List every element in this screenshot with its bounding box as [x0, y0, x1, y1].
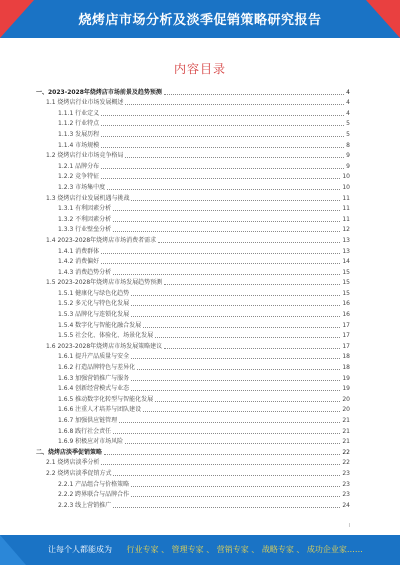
toc-entry-page: 4	[346, 88, 350, 96]
toc-entry[interactable]	[36, 86, 350, 97]
toc-leader-dots	[113, 221, 340, 222]
toc-leader-dots	[155, 401, 340, 402]
toc-entry-label: 一、2023-2028年烧烤店市场前景及趋势预测	[36, 88, 162, 96]
toc-leader-dots	[107, 189, 340, 190]
footer-role: 营销专家	[216, 545, 249, 554]
toc-entry-page: 12	[342, 226, 350, 234]
toc-entry-label: 1.4.3 消费趋势分析	[58, 268, 112, 276]
toc-entry-page: 20	[342, 395, 350, 403]
toc-leader-dots	[113, 475, 340, 476]
toc-entry-page: 21	[342, 427, 350, 435]
toc-entry[interactable]	[36, 213, 350, 224]
toc-leader-dots	[104, 454, 340, 455]
toc-entry-page: 22	[342, 459, 350, 467]
toc-entry-label: 二、烧烤店淡季促销策略	[36, 448, 103, 456]
toc-entry-page: 8	[346, 141, 350, 149]
toc-leader-dots	[131, 316, 340, 317]
toc-entry-label: 1.2.1 品牌分布	[58, 162, 100, 170]
toc-entry-page: 9	[346, 162, 350, 170]
toc-leader-dots	[125, 104, 344, 105]
toc-entry[interactable]	[36, 393, 350, 404]
toc-leader-dots	[113, 433, 340, 434]
toc-entry[interactable]	[36, 128, 350, 139]
toc-entry-page: 4	[346, 109, 350, 117]
toc-entry[interactable]	[36, 203, 350, 214]
toc-entry-label: 1.5.2 多元化与特色化发展	[58, 300, 130, 308]
toc-entry-label: 1.4 2023-2028年烧烤店市场消费者需求	[46, 236, 157, 244]
toc-entry[interactable]	[36, 97, 350, 108]
toc-leader-dots	[131, 295, 340, 296]
toc-entry-label: 1.6 2023-2028年烧烤店市场发展策略建议	[46, 342, 163, 350]
page-number: I	[348, 523, 350, 529]
toc-entry-label: 1.6.4 创新经营模式与业态	[58, 385, 130, 393]
toc-entry[interactable]	[36, 181, 350, 192]
toc-entry-page: 24	[342, 501, 350, 509]
toc-leader-dots	[143, 327, 340, 328]
toc-entry-page: 18	[342, 364, 350, 372]
toc-entry-label: 1.6.5 推动数字化转型与智能化发展	[58, 395, 154, 403]
toc-entry-page: 10	[342, 173, 350, 181]
toc-entry-label: 1.1.4 市场规模	[58, 141, 100, 149]
toc-entry-page: 13	[342, 236, 350, 244]
toc-entry-page: 9	[346, 152, 350, 160]
toc-entry-page: 21	[342, 438, 350, 446]
toc-entry[interactable]	[36, 298, 350, 309]
toc-entry-label: 1.3 烧烤店行业发展机遇与挑战	[46, 194, 130, 202]
toc-leader-dots	[131, 358, 340, 359]
toc-entry[interactable]	[36, 266, 350, 277]
toc-entry-page: 13	[342, 247, 350, 255]
toc-leader-dots	[101, 125, 344, 126]
toc-entry-page: 5	[346, 130, 350, 138]
toc-entry[interactable]	[36, 192, 350, 203]
toc-leader-dots	[131, 486, 340, 487]
toc-entry-label: 1.5.4 数字化与智能化融合发展	[58, 321, 142, 329]
toc-entry[interactable]	[36, 361, 350, 372]
document-title: 烧烤店市场分析及淡季促销策略研究报告	[78, 13, 322, 28]
toc-entry-page: 4	[346, 99, 350, 107]
toc-entry-page: 15	[342, 289, 350, 297]
toc-entry-label: 1.2.3 市场集中度	[58, 183, 106, 191]
toc-entry-label: 2.2.3 线上营销推广	[58, 501, 112, 509]
toc-entry-page: 5	[346, 120, 350, 128]
footer-slogan: 让每个人都能成为 行业专家 、 管理专家 、 营销专家 、 战略专家 、 成功企业家……	[48, 545, 363, 554]
footer-role: 行业专家	[126, 545, 159, 554]
toc-entry-page: 19	[342, 385, 350, 393]
toc-heading: 内容目录	[173, 62, 226, 76]
toc-leader-dots	[113, 210, 340, 211]
toc-entry-page: 17	[342, 332, 350, 340]
toc-entry-label: 1.6.1 提升产品质量与安全	[58, 353, 130, 361]
toc-entry[interactable]	[36, 351, 350, 362]
toc-entry-label: 1.6.2 打造品牌特色与差异化	[58, 364, 136, 372]
toc-entry-label: 1.2.2 竞争特征	[58, 173, 100, 181]
toc-entry-page: 19	[342, 374, 350, 382]
toc-entry-label: 1.6.7 加强供应链管理	[58, 417, 118, 424]
toc-entry[interactable]	[36, 372, 350, 383]
toc-entry-page: 11	[342, 215, 350, 223]
toc-entry[interactable]	[36, 383, 350, 394]
toc-entry[interactable]	[36, 499, 350, 510]
toc-entry[interactable]	[36, 245, 350, 256]
toc-entry[interactable]	[36, 287, 350, 298]
toc-leader-dots	[113, 507, 340, 508]
toc-leader-dots	[125, 443, 340, 444]
toc-entry-label: 2.1 烧烤店淡季分析	[46, 459, 100, 467]
toc-entry-label: 1.6.3 加强营销推广与服务	[58, 374, 130, 382]
toc-entry-label: 1.6.9 积极应对市场风险	[58, 438, 124, 446]
toc-entry-label: 1.4.2 消费偏好	[58, 258, 100, 266]
header-banner	[0, 0, 400, 38]
footer-lead: 让每个人都能成为	[48, 545, 112, 554]
toc-leader-dots	[113, 274, 340, 275]
toc-entry[interactable]	[36, 277, 350, 288]
toc-entry[interactable]	[36, 319, 350, 330]
toc-leader-dots	[164, 94, 344, 95]
toc-entry[interactable]	[36, 224, 350, 235]
toc-entry-page: 22	[342, 448, 350, 456]
toc-entry[interactable]	[36, 139, 350, 150]
toc-entry-page: 20	[342, 406, 350, 414]
toc-entry-label: 1.5.5 社会化、体验化、场景化发展	[58, 332, 154, 340]
toc-entry-label: 1.3.3 行业壁垒分析	[58, 226, 112, 234]
toc-entry-label: 1.3.2 不利因素分析	[58, 215, 112, 223]
table-of-contents	[36, 86, 350, 510]
toc-entry-page: 15	[342, 279, 350, 287]
toc-entry-label: 1.1.2 行业特点	[58, 120, 100, 128]
toc-entry[interactable]	[36, 436, 350, 447]
toc-leader-dots	[113, 231, 340, 232]
toc-entry-page: 16	[342, 300, 350, 308]
toc-leader-dots	[158, 242, 340, 243]
toc-leader-dots	[101, 253, 340, 254]
toc-entry[interactable]	[36, 171, 350, 182]
toc-entry-page: 14	[342, 258, 350, 266]
toc-entry-page: 17	[342, 342, 350, 350]
toc-entry-label: 1.6.6 注重人才培养与团队建设	[58, 406, 142, 414]
toc-entry-page: 17	[342, 321, 350, 329]
toc-leader-dots	[131, 380, 340, 381]
toc-entry-label: 1.2 烧烤店行业市场竞争格局	[46, 152, 124, 160]
toc-entry[interactable]	[36, 414, 350, 425]
toc-entry-label: 1.1.3 发展历程	[58, 130, 100, 138]
footer-role: 管理专家	[171, 545, 204, 554]
toc-leader-dots	[143, 411, 340, 412]
toc-entry-label: 1.4.1 消费群体	[58, 247, 100, 255]
toc-entry[interactable]	[36, 340, 350, 351]
toc-leader-dots	[155, 337, 340, 338]
toc-entry-page: 11	[342, 205, 350, 213]
toc-leader-dots	[131, 200, 340, 201]
toc-entry[interactable]	[36, 330, 350, 341]
toc-leader-dots	[125, 157, 344, 158]
toc-entry-label: 2.2.2 跨界联合与品牌合作	[58, 491, 130, 499]
toc-leader-dots	[101, 147, 344, 148]
toc-entry[interactable]	[36, 404, 350, 415]
toc-entry-page: 16	[342, 311, 350, 319]
toc-entry[interactable]	[36, 478, 350, 489]
toc-leader-dots	[164, 284, 340, 285]
toc-leader-dots	[137, 369, 340, 370]
footer-left-accent	[0, 535, 26, 565]
toc-entry[interactable]	[36, 107, 350, 118]
footer-banner	[0, 535, 400, 565]
toc-entry[interactable]	[36, 457, 350, 468]
toc-entry-label: 1.1.1 行业定义	[58, 109, 100, 117]
toc-leader-dots	[101, 115, 344, 116]
toc-entry-page: 23	[342, 491, 350, 499]
footer-role: 成功企业家……	[306, 545, 363, 554]
toc-entry-page: 21	[342, 417, 350, 424]
toc-leader-dots	[164, 348, 340, 349]
toc-entry[interactable]	[36, 425, 350, 436]
toc-entry-label: 1.5.3 品牌化与连锁化发展	[58, 311, 130, 319]
toc-leader-dots	[119, 422, 340, 423]
toc-entry-page: 11	[342, 194, 350, 202]
toc-leader-dots	[131, 390, 340, 391]
toc-entry-label: 1.3.1 有利因素分析	[58, 205, 112, 213]
toc-entry[interactable]	[36, 160, 350, 171]
toc-entry[interactable]	[36, 489, 350, 500]
toc-leader-dots	[101, 136, 344, 137]
toc-entry-page: 10	[342, 183, 350, 191]
toc-leader-dots	[101, 263, 340, 264]
toc-leader-dots	[131, 496, 340, 497]
toc-entry-label: 1.6.8 践行社会责任	[58, 427, 112, 435]
toc-entry-label: 2.2.1 产品组合与价格策略	[58, 480, 130, 488]
footer-role: 战略专家	[261, 545, 294, 554]
toc-entry-label: 1.5.1 健康化与绿色化趋势	[58, 289, 130, 297]
toc-entry[interactable]	[36, 256, 350, 267]
toc-entry-label: 1.1 烧烤店行业市场发展概述	[46, 99, 124, 107]
toc-entry[interactable]	[36, 118, 350, 129]
toc-entry-page: 18	[342, 353, 350, 361]
toc-leader-dots	[131, 305, 340, 306]
toc-entry[interactable]	[36, 150, 350, 161]
toc-entry[interactable]	[36, 446, 350, 457]
toc-leader-dots	[101, 464, 340, 465]
toc-entry[interactable]	[36, 308, 350, 319]
toc-leader-dots	[101, 168, 344, 169]
toc-leader-dots	[101, 178, 340, 179]
toc-entry[interactable]	[36, 234, 350, 245]
toc-entry-page: 15	[342, 268, 350, 276]
toc-entry-page: 23	[342, 480, 350, 488]
toc-entry-page: 23	[342, 469, 350, 477]
toc-entry[interactable]	[36, 467, 350, 478]
toc-entry-label: 1.5 2023-2028年烧烤店市场发展趋势预测	[46, 279, 163, 287]
toc-entry-label: 2.2 烧烤店淡季促销方式	[46, 469, 112, 477]
